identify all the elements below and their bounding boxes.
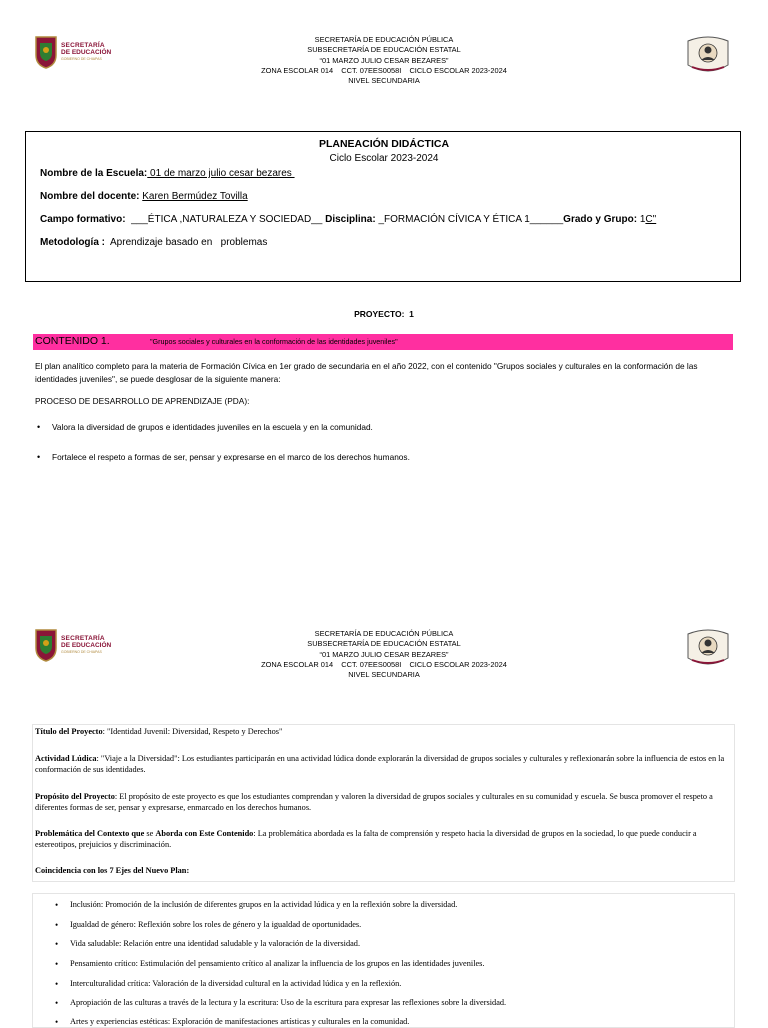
teacher-value: Karen Bermúdez Tovilla (142, 191, 248, 202)
plan-box (25, 131, 741, 282)
eje-item: • Interculturalidad crítica: Valoración de la diversidad cultural en la actividad lúdica y en la reflexión. (70, 979, 401, 988)
header-block (0, 35, 768, 86)
logo-line2: DE EDUCACIÓN (61, 641, 112, 649)
problematica-paragraph (35, 829, 725, 851)
contenido-text: "Grupos sociales y culturales en la conformación de las identidades juveniles" (150, 337, 398, 346)
logo-line1: SECRETARÍA (61, 634, 105, 642)
eje-item: • Vida saludable: Relación entre una identidad saludable y la valoración de la diversidad. (70, 939, 360, 948)
header-line: ZONA ESCOLAR 014 CCT. 07EES0058I CICLO ESCOLAR 2023-2024 (261, 65, 507, 75)
header-block-2 (0, 629, 768, 680)
coincidencia-colon: : (186, 866, 190, 875)
actividad-label: Actividad Lúdica (35, 754, 97, 763)
eje-item: • Pensamiento crítico: Estimulación del pensamiento crítico al analizar la influencia de los grupos en las identidades juveniles. (70, 959, 485, 968)
contenido-label: CONTENIDO 1. (35, 335, 110, 347)
proposito-paragraph (35, 792, 725, 814)
header-line: “01 MARZO JULIO CESAR BEZARES” (319, 649, 449, 659)
header-line: “01 MARZO JULIO CESAR BEZARES” (319, 55, 449, 65)
grade-label: Grado y Grupo: (563, 214, 638, 225)
field-value: ___ÉTICA ,NATURALEZA Y SOCIEDAD__ (125, 214, 326, 225)
discipline-value: _FORMACIÓN CÍVICA Y ÉTICA 1______ (375, 214, 564, 225)
school-label: Nombre de la Escuela: (40, 168, 148, 179)
teacher-row (40, 191, 248, 202)
pda-item: • Fortalece el respeto a formas de ser, pensar y expresarse en el marco de los derechos humanos. (52, 452, 410, 462)
intro-paragraph: El plan analítico completo para la materia de Formación Cívica en 1er grado de secundaria en el año 2022, con el contenido "Grupos sociales y culturales en la conformación de las identidades juveniles", se puede desglosar de la siguiente manera: (35, 361, 698, 384)
logo-line1: SECRETARÍA (61, 41, 105, 49)
eje-item: • Inclusión: Promoción de la inclusión de diferentes grupos en la actividad lúdica y en la reflexión sobre la diversidad. (70, 900, 457, 909)
plan-subtitle: Ciclo Escolar 2023-2024 (329, 153, 439, 164)
proposito-text: : El propósito de este proyecto es que los estudiantes comprendan y valoren la diversidad de grupos sociales y culturales en su comunidad y escuela. Se busca promover el respeto a diferentes formas de ser, pensar y expresarse, enmarcado en los derechos humanos. (35, 792, 713, 812)
header-line: SUBSECRETARÍA DE EDUCACIÓN ESTATAL (307, 639, 461, 649)
problematica-label2: Aborda con Este Contenido (155, 829, 254, 838)
logo-line3: GOBIERNO DE CHIAPAS (61, 56, 102, 61)
header-line: SECRETARÍA DE EDUCACIÓN PÚBLICA (314, 629, 454, 638)
field-label: Campo formativo: (40, 214, 126, 225)
pda-item: • Valora la diversidad de grupos e identidades juveniles en la escuela y en la comunidad. (52, 422, 373, 432)
eje-item: • Artes y experiencias estéticas: Exploración de manifestaciones artísticas y culturales en la comunidad. (70, 1017, 409, 1026)
pda-heading: PROCESO DE DESARROLLO DE APRENDIZAJE (PDA): (35, 396, 250, 406)
actividad-text: : "Viaje a la Diversidad": Los estudiantes participarán en una actividad lúdica donde explorarán la diversidad de grupos sociales y culturales y reflexionarán sobre la influencia de estos en la conformación de sus identidades. (35, 754, 725, 774)
titulo-text: : "Identidad Juvenil: Diversidad, Respeto y Derechos" (102, 727, 283, 736)
eje-item: • Apropiación de las culturas a través de la lectura y la escritura: Uso de la escritura para expresar las reflexiones sobre la diversidad. (70, 998, 506, 1007)
header-line: NIVEL SECUNDARIA (348, 76, 420, 86)
header-line: SECRETARÍA DE EDUCACIÓN PÚBLICA (314, 35, 454, 44)
method-label: Metodología : (40, 237, 105, 248)
plan-title: PLANEACIÓN DIDÁCTICA (318, 138, 450, 150)
teacher-label: Nombre del docente: (40, 191, 140, 202)
problematica-se: se (144, 829, 156, 838)
coincidencia-label: Coincidencia con los 7 Ejes del Nuevo Plan (35, 866, 187, 875)
logo-line2: DE EDUCACIÓN (61, 48, 112, 56)
method-value: Aprendizaje basado en problemas (105, 237, 268, 248)
coincidencia-paragraph (35, 866, 725, 877)
grade-value: 1 (637, 214, 646, 225)
logo-line3: GOBIERNO DE CHIAPAS (61, 649, 102, 654)
discipline-label: Disciplina: (325, 214, 376, 225)
titulo-paragraph (35, 727, 725, 738)
eje-item: • Igualdad de género: Reflexión sobre los roles de género y la igualdad de oportunidades. (70, 920, 361, 929)
grade-group: C" (645, 214, 657, 225)
titulo-label: Título del Proyecto (35, 727, 103, 736)
field-row (40, 214, 656, 225)
header-line: SUBSECRETARÍA DE EDUCACIÓN ESTATAL (307, 45, 461, 55)
problematica-text: : La problemática abordada es la falta de comprensión y respeto hacia la diversidad de grupos en la sociedad, lo que puede conducir a estereotipos, prejuicios y discriminación. (35, 829, 697, 849)
method-row (40, 237, 267, 248)
school-row (40, 168, 295, 179)
project-label: PROYECTO: 1 (354, 309, 414, 319)
school-value: 01 de marzo julio cesar bezares (147, 168, 295, 179)
problematica-label: Problemática del Contexto que (35, 829, 145, 838)
proposito-label: Propósito del Proyecto (35, 792, 115, 801)
header-line: ZONA ESCOLAR 014 CCT. 07EES0058I CICLO ESCOLAR 2023-2024 (261, 659, 507, 669)
header-line: NIVEL SECUNDARIA (348, 670, 420, 680)
contenido-bar (33, 334, 733, 350)
actividad-paragraph (35, 754, 725, 776)
